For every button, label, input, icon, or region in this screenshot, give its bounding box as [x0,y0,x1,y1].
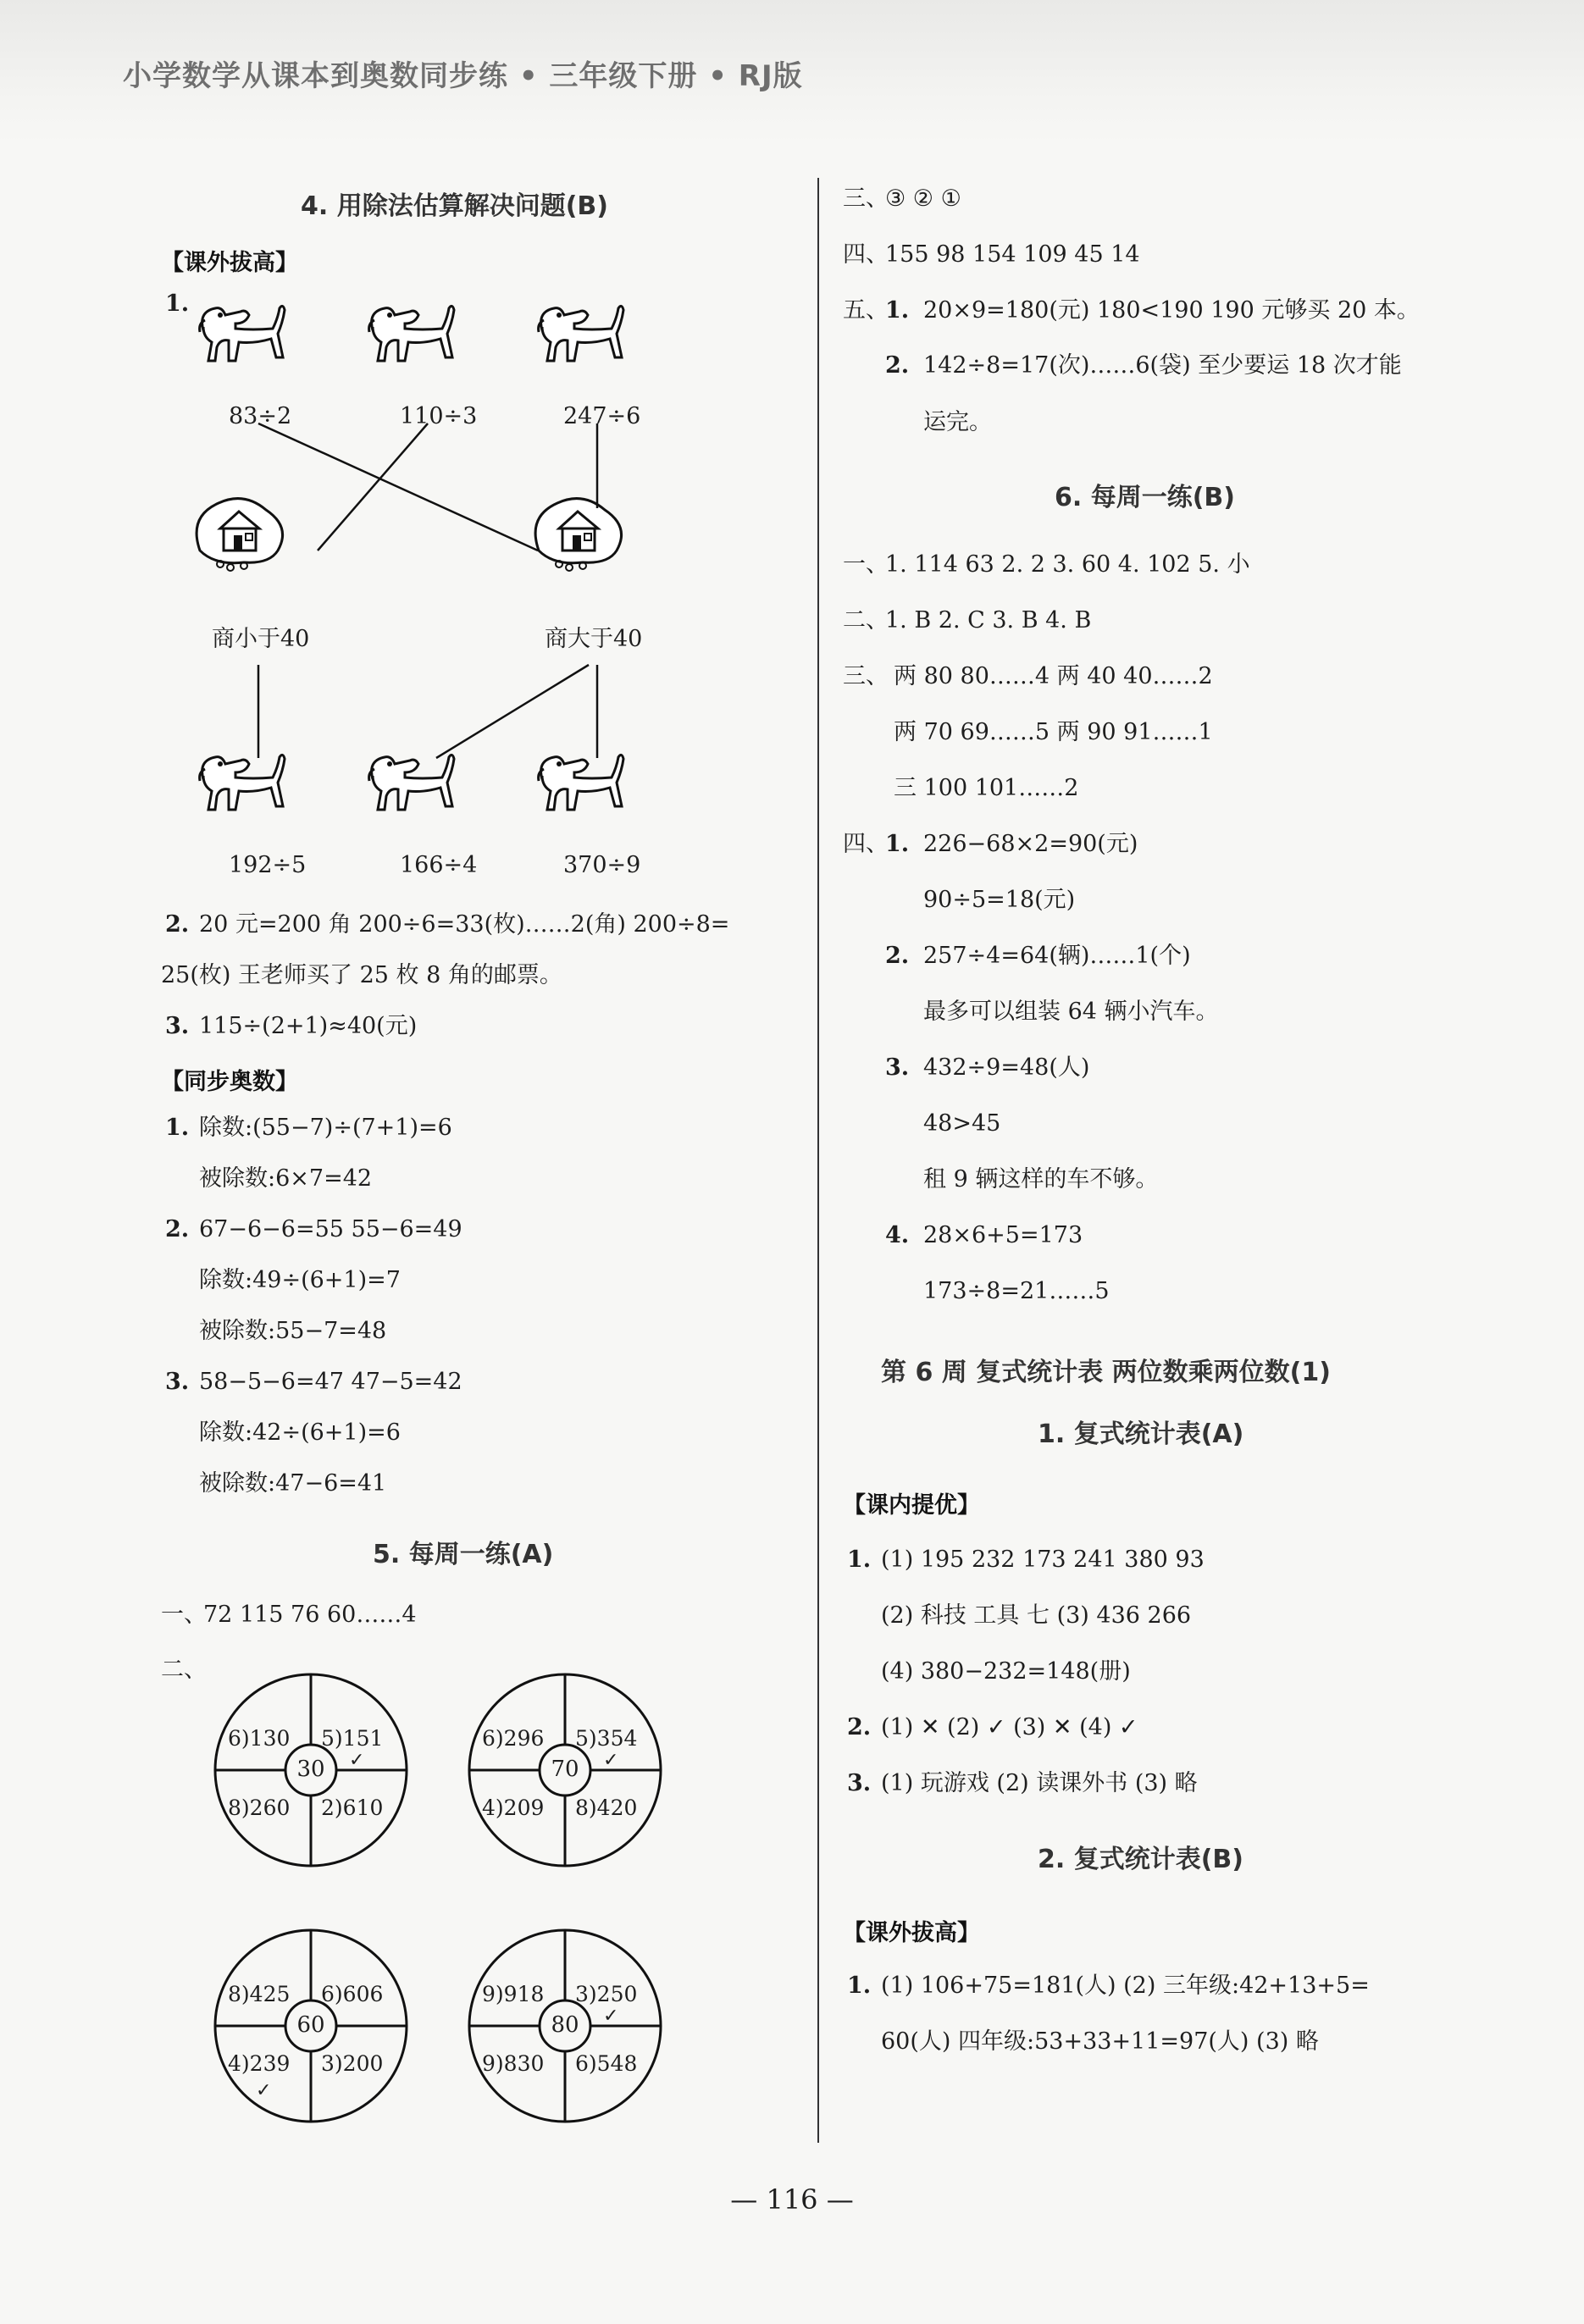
c2-label: 2. [847,1714,872,1740]
dog-icon [200,306,285,361]
wheel-2-bl: 4)209 [482,1796,545,1820]
dog-icon [200,755,285,810]
r5-q2-text: 142÷8=17(次)……6(袋) 至少要运 18 次才能 [923,352,1402,379]
week6-title: 第 6 周 复式统计表 两位数乘两位数(1) [881,1358,1331,1387]
dog-top-1-expr: 83÷2 [229,403,292,429]
d1-line1: (1) 106+75=181(人) (2) 三年级:42+13+5= [881,1973,1370,1999]
match-line [318,423,428,551]
section-title-4b: 4. 用除法估算解决问题(B) [301,191,609,221]
dog-icon [539,755,623,810]
matching-diagram [161,296,805,872]
division-wheel-3 [209,1924,413,2128]
dog-bottom-2-expr: 166÷4 [400,852,478,878]
division-wheel-2 [463,1668,667,1872]
subhead-kewai: 【课外拔高】 [161,250,298,276]
wheel-3-bl: 4)239 [228,2051,291,2076]
column-divider [817,178,819,2143]
p1-label: 一、 [161,1602,207,1628]
a1-line2: 被除数:6×7=42 [199,1165,373,1192]
a2-line1: 67−6−6=55 55−6=49 [199,1216,462,1242]
r5-q2-text2: 运完。 [923,409,992,435]
subhead-kenei: 【课内提优】 [843,1492,980,1519]
wheel-2-tr: 5)354 [575,1726,638,1751]
a1-line1: 除数:(55−7)÷(7+1)=6 [199,1115,452,1141]
wheel-4-center: 80 [551,2012,579,2038]
b4-q4-label: 4. [885,1222,910,1248]
wheel-2-tl: 6)296 [482,1726,545,1751]
wheel-4-br: 6)548 [575,2051,638,2076]
division-wheel-1 [209,1668,413,1872]
wheel-3-tl: 8)425 [228,1982,291,2006]
check-mark: ✓ [256,2080,272,2101]
wheel-2-br: 8)420 [575,1796,638,1820]
b4-q3-line3: 租 9 辆这样的车不够。 [923,1166,1159,1192]
q2-line2: 25(枚) 王老师买了 25 枚 8 角的邮票。 [161,962,562,988]
a2-label: 2. [165,1216,190,1242]
dog-top-3-expr: 247÷6 [563,403,641,429]
wheel-1-tr: 5)151 [321,1726,384,1751]
match-line [258,423,538,551]
b4-q4-line2: 173÷8=21……5 [923,1278,1110,1304]
b3-line1: 两 80 80……4 两 40 40……2 [894,663,1213,689]
b2-text: 1. B 2. C 3. B 4. B [885,607,1092,634]
b4-q1-line2: 90÷5=18(元) [923,887,1076,913]
b1-label: 一、 [843,551,889,578]
b4-q1-line1: 226−68×2=90(元) [923,831,1138,857]
q2-label: 2. [165,911,190,938]
r5-q1-text: 20×9=180(元) 180<190 190 元够买 20 本。 [923,297,1420,324]
wheel-2-center: 70 [551,1757,579,1782]
q3-line: 115÷(2+1)≈40(元) [199,1013,418,1039]
c2-text: (1) ✕ (2) ✓ (3) ✕ (4) ✓ [881,1714,1138,1740]
r3-label: 三、 [843,185,889,212]
c3-text: (1) 玩游戏 (2) 读课外书 (3) 略 [881,1770,1198,1796]
b4-label: 四、 [843,831,889,857]
dog-icon [539,306,623,361]
b4-q3-label: 3. [885,1054,910,1081]
b4-q1-label: 1. [885,831,910,857]
b4-q3-line2: 48>45 [923,1110,1001,1137]
a3-label: 3. [165,1369,190,1395]
wheel-4-tr: 3)250 [575,1982,638,2006]
b4-q4-line1: 28×6+5=173 [923,1222,1083,1248]
c1-label: 1. [847,1547,872,1573]
check-mark: ✓ [603,1750,619,1771]
b4-q2-line2: 最多可以组装 64 辆小汽车。 [923,999,1219,1025]
check-mark: ✓ [603,2006,619,2027]
r5-label: 五、 [843,297,889,324]
c1-line1: (1) 195 232 173 241 380 93 [881,1547,1205,1573]
wheel-1-center: 30 [296,1757,325,1782]
division-wheel-4 [463,1924,667,2128]
q3-label: 3. [165,1013,190,1039]
dog-bottom-3-expr: 370÷9 [563,852,641,878]
c1-line3: (4) 380−232=148(册) [881,1658,1131,1685]
d1-line2: 60(人) 四年级:53+33+11=97(人) (3) 略 [881,2028,1319,2055]
r5-q2-label: 2. [885,352,910,379]
section-title-table-a: 1. 复式统计表(A) [1038,1419,1244,1449]
wheel-3-center: 60 [296,2012,325,2038]
b3-label: 三、 [843,663,889,689]
r3-text: ③ ② ① [885,185,961,212]
b4-q3-line1: 432÷9=48(人) [923,1054,1090,1081]
q2-line1: 20 元=200 角 200÷6=33(枚)……2(角) 200÷8= [199,911,730,938]
r4-label: 四、 [843,241,889,268]
subhead-tongbu: 【同步奥数】 [161,1069,298,1095]
house-2-label: 商大于40 [545,626,643,652]
r4-text: 155 98 154 109 45 14 [885,241,1140,268]
dog-icon [369,755,454,810]
dog-top-2-expr: 110÷3 [400,403,478,429]
p1-text: 72 115 76 60……4 [203,1602,417,1628]
house-icon [535,499,621,571]
b1-text: 1. 114 63 2. 2 3. 60 4. 102 5. 小 [885,551,1250,578]
b3-line3: 三 100 101……2 [894,775,1079,801]
wheel-4-tl: 9)918 [482,1982,545,2006]
b4-q2-line1: 257÷4=64(辆)……1(个) [923,943,1191,969]
check-mark: ✓ [349,1750,365,1771]
subhead-kewai-2: 【课外拔高】 [843,1920,980,1946]
c1-line2: (2) 科技 工具 七 (3) 436 266 [881,1602,1192,1629]
r5-q1-label: 1. [885,297,910,324]
match-line [436,665,589,758]
p2-label: 二、 [161,1657,207,1683]
wheel-3-br: 3)200 [321,2051,384,2076]
page-number: — 116 — [730,2183,854,2216]
b2-label: 二、 [843,607,889,634]
a1-label: 1. [165,1115,190,1141]
q1-label: 1. [165,290,190,317]
a3-line1: 58−5−6=47 47−5=42 [199,1369,462,1395]
c3-label: 3. [847,1770,872,1796]
wheel-1-tl: 6)130 [228,1726,291,1751]
a2-line3: 被除数:55−7=48 [199,1318,387,1344]
d1-label: 1. [847,1973,872,1999]
a2-line2: 除数:49÷(6+1)=7 [199,1267,401,1293]
a3-line3: 被除数:47−6=41 [199,1470,387,1497]
section-title-5a: 5. 每周一练(A) [373,1540,554,1569]
wheel-1-bl: 8)260 [228,1796,291,1820]
wheel-1-br: 2)610 [321,1796,384,1820]
b4-q2-label: 2. [885,943,910,969]
house-1-label: 商小于40 [212,626,310,652]
wheel-3-tr: 6)606 [321,1982,384,2006]
section-title-table-b: 2. 复式统计表(B) [1038,1845,1244,1874]
book-title: 小学数学从课本到奥数同步练 • 三年级下册 • RJ版 [123,59,803,93]
dog-bottom-1-expr: 192÷5 [229,852,307,878]
section-title-6b: 6. 每周一练(B) [1055,483,1236,512]
house-icon [197,499,282,571]
a3-line2: 除数:42÷(6+1)=6 [199,1419,401,1446]
dog-icon [369,306,454,361]
wheel-4-bl: 9)830 [482,2051,545,2076]
b3-line2: 两 70 69……5 两 90 91……1 [894,719,1213,745]
